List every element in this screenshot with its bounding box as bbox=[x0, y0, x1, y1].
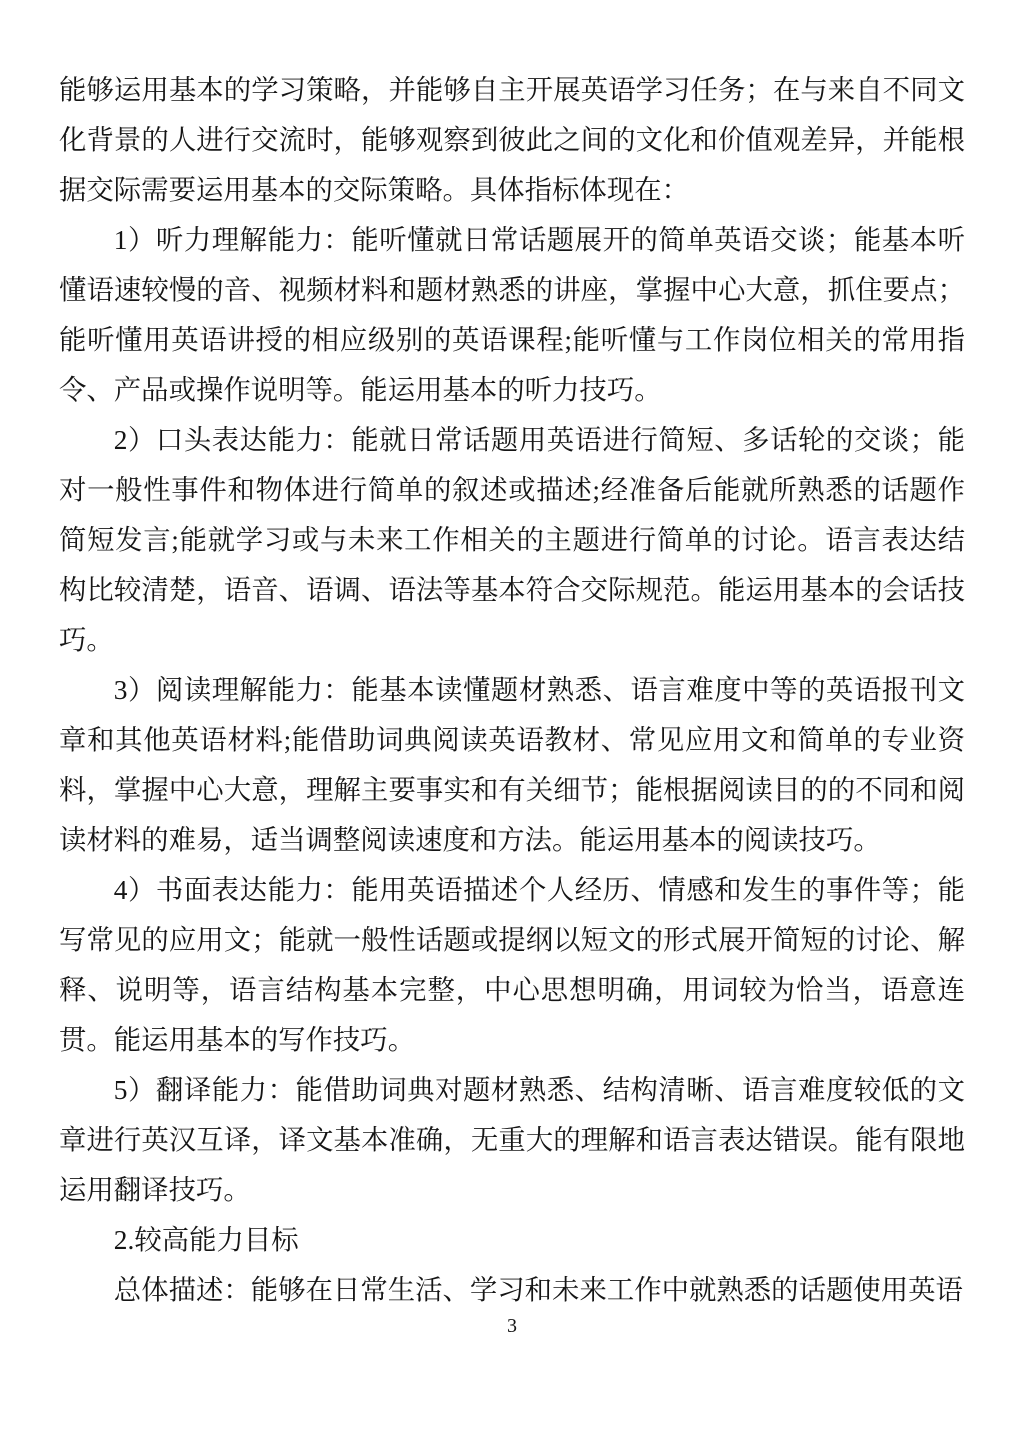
paragraph: 4）书面表达能力：能用英语描述个人经历、情感和发生的事件等；能写常见的应用文；能就一般性话题或提纲以短文的形式展开简短的讨论、解释、说明等，语言结构基本完整，中心思想明确，用词较为恰当，语意连贯。能运用基本的写作技巧。 bbox=[59, 875, 965, 1055]
paragraph: 2.较高能力目标 bbox=[113, 1225, 299, 1255]
page-number: 3 bbox=[507, 1315, 517, 1337]
document-body bbox=[59, 65, 965, 1315]
paragraph: 1）听力理解能力：能听懂就日常话题展开的简单英语交谈；能基本听懂语速较慢的音、视频材料和题材熟悉的讲座，掌握中心大意，抓住要点；能听懂用英语讲授的相应级别的英语课程;能听懂与工作岗位相关的常用指令、产品或操作说明等。能运用基本的听力技巧。 bbox=[59, 225, 965, 405]
paragraph: 能够运用基本的学习策略，并能够自主开展英语学习任务；在与来自不同文化背景的人进行交流时，能够观察到彼此之间的文化和价值观差异，并能根据交际需要运用基本的交际策略。具体指标体现在： bbox=[59, 75, 965, 205]
paragraph: 5）翻译能力：能借助词典对题材熟悉、结构清晰、语言难度较低的文章进行英汉互译，译文基本准确，无重大的理解和语言表达错误。能有限地运用翻译技巧。 bbox=[59, 1075, 965, 1205]
paragraph: 总体描述：能够在日常生活、学习和未来工作中就熟悉的话题使用英语 bbox=[113, 1275, 963, 1305]
paragraph: 2）口头表达能力：能就日常话题用英语进行简短、多话轮的交谈；能对一般性事件和物体进行简单的叙述或描述;经准备后能就所熟悉的话题作简短发言;能就学习或与未来工作相关的主题进行简单的讨论。语言表达结构比较清楚，语音、语调、语法等基本符合交际规范。能运用基本的会话技巧。 bbox=[59, 425, 965, 655]
paragraph: 3）阅读理解能力：能基本读懂题材熟悉、语言难度中等的英语报刊文章和其他英语材料;能借助词典阅读英语教材、常见应用文和简单的专业资料，掌握中心大意，理解主要事实和有关细节；能根据阅读目的的不同和阅读材料的难易，适当调整阅读速度和方法。能运用基本的阅读技巧。 bbox=[59, 675, 965, 855]
